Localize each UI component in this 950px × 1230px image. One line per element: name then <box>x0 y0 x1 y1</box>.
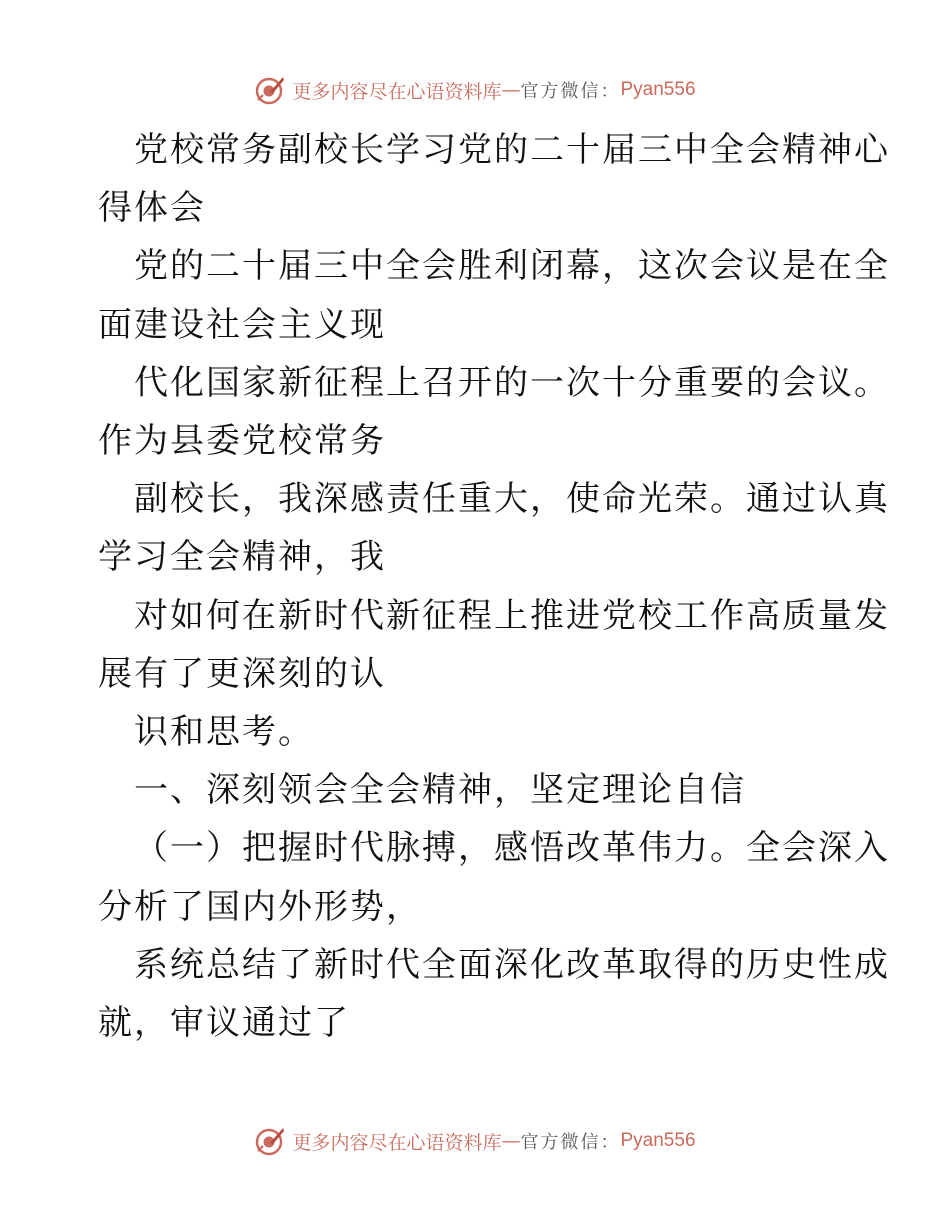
section-heading: 一、深刻领会全会精神，坚定理论自信 <box>134 770 746 811</box>
text-line: 就，审议通过了 <box>98 1003 350 1044</box>
separator-dash: — <box>501 1130 521 1152</box>
text-line: 面建设社会主义现 <box>98 304 386 345</box>
separator-dash: — <box>501 79 521 101</box>
site-name-text: 更多内容尽在心语资料库 <box>292 80 502 103</box>
text-line: 作为县委党校常务 <box>98 421 386 462</box>
text-line: 代化国家新征程上召开的一次十分重要的会议。 <box>134 362 890 403</box>
text-line: 识和思考。 <box>134 712 314 753</box>
text-line: 党校常务副校长学习党的二十届三中全会精神心 <box>134 130 890 170</box>
text-line: 党的二十届三中全会胜利闭幕，这次会议是在全 <box>134 246 890 287</box>
text-line: 得体会 <box>98 188 206 229</box>
wechat-id: Pyan556 <box>620 1130 696 1151</box>
text-line: 副校长，我深感责任重大，使命光荣。通过认真 <box>134 479 890 520</box>
wechat-id: Pyan556 <box>620 79 696 100</box>
text-line: 学习全会精神，我 <box>98 537 386 578</box>
header-watermark-banner <box>0 70 950 110</box>
text-line: （一）把握时代脉搏，感悟改革伟力。全会深入 <box>134 828 890 869</box>
footer-watermark-banner <box>0 1121 950 1161</box>
wechat-label: 官方微信： <box>520 81 621 102</box>
document-body <box>98 121 890 1052</box>
wechat-label: 官方微信： <box>520 1132 621 1153</box>
quill-logo-icon <box>254 74 286 106</box>
text-line: 展有了更深刻的认 <box>98 653 386 694</box>
site-name-text: 更多内容尽在心语资料库 <box>292 1131 502 1154</box>
text-line: 分析了国内外形势， <box>98 886 422 927</box>
quill-logo-icon <box>254 1125 286 1157</box>
text-line: 系统总结了新时代全面深化改革取得的历史性成 <box>134 944 890 985</box>
text-line: 对如何在新时代新征程上推进党校工作高质量发 <box>134 595 890 636</box>
